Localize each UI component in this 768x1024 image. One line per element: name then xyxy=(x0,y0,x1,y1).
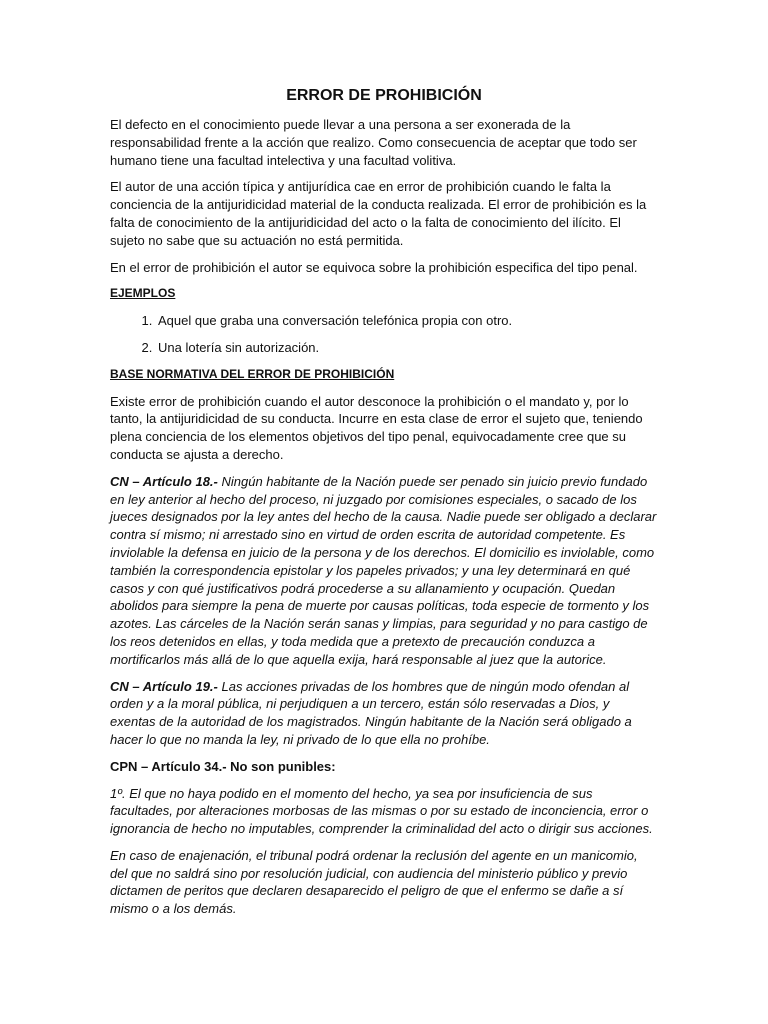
base-normativa-heading: BASE NORMATIVA DEL ERROR DE PROHIBICIÓN xyxy=(110,366,395,381)
examples-heading: EJEMPLOS xyxy=(110,286,176,301)
article-19-text: Las acciones privadas de los hombres que de ningún modo ofendan al orden y a la moral pública, ni perjudiquen a un tercero, están sólo reservadas a Dios, y exentas de la autoridad de los magistrados. Ningún habitante de la Nación será obligado a hacer lo que no manda la ley, ni privado de lo que ella no prohíbe. xyxy=(110,678,632,747)
article-19-ref: CN – Artículo 19.- xyxy=(110,678,218,694)
article-34-heading: CPN – Artículo 34.- No son punibles: xyxy=(110,758,336,774)
example-item-1: 1. Aquel que graba una conversación telefónica propia con otro. xyxy=(156,312,658,330)
article-18-text: Ningún habitante de la Nación puede ser penado sin juicio previo fundado en ley anterior al hecho del proceso, ni juzgado por comisiones especiales, o sacado de los jueces designados por la ley antes del hecho de la causa. Nadie puede ser obligado a declarar contra sí mismo; ni arrestado sino en virtud de orden escrita de autoridad competente. Es inviolable la defensa en juicio de la persona y de los derechos. El domicilio es inviolable, como también la correspondencia epistolar y los papeles privados; y una ley determinará en qué casos y con qué justificativos podrá procederse a su allanamiento y ocupación. Quedan abolidos para siempre la pena de muerte por causas políticas, toda especie de tormento y los azotes. Las cárceles de la Nación serán sanas y limpias, para seguridad y no para castigo de los reos detenidos en ellas, y toda medida que a pretexto de precaución conduzca a mortificarlos más allá de lo que aquella exija, hará responsable al juez que la autorice. xyxy=(110,473,657,667)
document-title: ERROR DE PROHIBICIÓN xyxy=(286,87,482,104)
examples-list xyxy=(110,312,658,357)
example-item-2: 2. Una lotería sin autorización. xyxy=(156,339,658,357)
article-19-paragraph xyxy=(110,678,658,749)
intro-paragraph-2: El autor de una acción típica y antijurídica cae en error de prohibición cuando le falta la conciencia de la antijuridicidad material de la conducta realizada. El error de prohibición es la falta de conocimiento de la antijuridicidad del acto o la falta de conocimiento del ilícito. El sujeto no sabe que su actuación no está permitida. xyxy=(110,179,647,248)
article-34-item-2: En caso de enajenación, el tribunal podrá ordenar la reclusión del agente en un manicomio, del que no saldrá sino por resolución judicial, con audiencia del ministerio público y previo dictamen de peritos que declaren desaparecido el peligro de que el enfermo se dañe a sí mismo o a los demás. xyxy=(110,847,638,917)
article-18-paragraph xyxy=(110,473,658,669)
article-34-item-1: 1º. El que no haya podido en el momento del hecho, ya sea por insuficiencia de sus facultades, por alteraciones morbosas de las mismas o por su estado de inconciencia, error o ignorancia de hecho no imputables, comprender la criminalidad del acto o dirigir sus acciones. xyxy=(110,785,653,837)
intro-paragraph-1: El defecto en el conocimiento puede llevar a una persona a ser exonerada de la responsabilidad frente a la acción que realizo. Como consecuencia de aceptar que todo ser humano tiene una facultad intelectiva y una facultad volitiva. xyxy=(110,117,637,168)
article-18-ref: CN – Artículo 18.- xyxy=(110,473,218,489)
intro-paragraph-3: En el error de prohibición el autor se equivoca sobre la prohibición especifica del tipo penal. xyxy=(110,259,638,275)
base-normativa-paragraph: Existe error de prohibición cuando el autor desconoce la prohibición o el mandato y, por lo tanto, la antijuridicidad de su conducta. Incurre en esta clase de error el sujeto que, teniendo plena conciencia de los elementos objetivos del tipo penal, equivocadamente cree que su conducta se ajusta a derecho. xyxy=(110,393,643,462)
